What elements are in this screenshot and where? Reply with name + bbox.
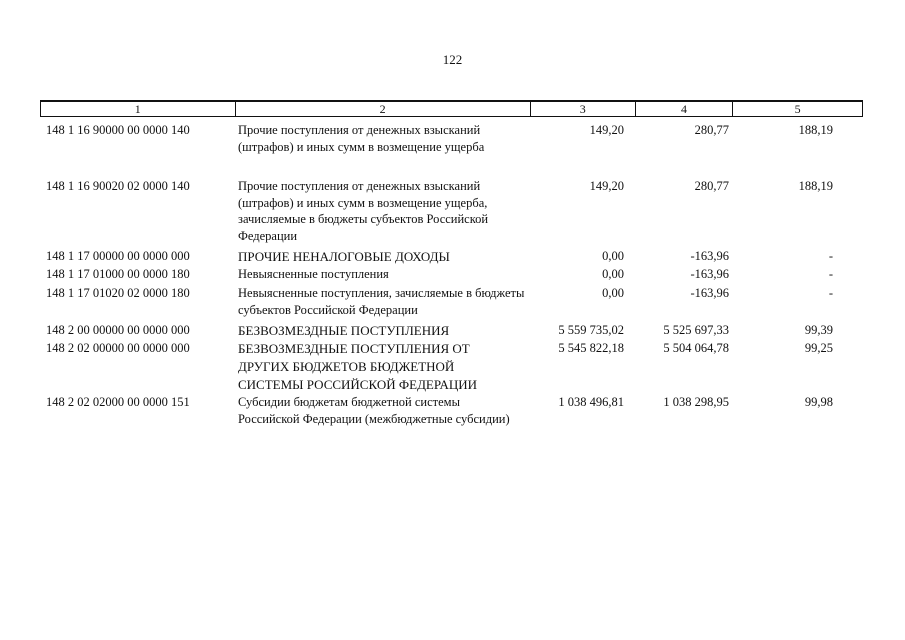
header-col-4: 4	[636, 102, 734, 116]
item-name: Прочие поступления от денежных взысканий (штрафов) и иных сумм в возмещение ущерба	[238, 123, 485, 154]
budget-code: 148 2 00 00000 00 0000 000	[46, 323, 190, 337]
value-col-3: 149,20	[589, 123, 624, 137]
item-name: Невыясненные поступления, зачисляемые в бюджеты субъектов Российской Федерации	[238, 286, 525, 317]
header-col-2: 2	[236, 102, 531, 116]
item-name: ПРОЧИЕ НЕНАЛОГОВЫЕ ДОХОДЫ	[238, 249, 450, 264]
value-col-3: 5 559 735,02	[558, 323, 624, 337]
item-name: Невыясненные поступления	[238, 267, 389, 281]
page-number: 122	[442, 52, 463, 67]
item-name: Субсидии бюджетам бюджетной системы Российской Федерации (межбюджетные субсидии)	[238, 395, 510, 426]
table-header	[40, 100, 863, 117]
value-col-3: 0,00	[602, 286, 624, 300]
value-col-3: 0,00	[602, 267, 624, 281]
value-col-3: 149,20	[589, 179, 624, 193]
budget-code: 148 2 02 02000 00 0000 151	[46, 395, 190, 409]
value-col-4: 1 038 298,95	[663, 395, 729, 409]
header-col-3: 3	[531, 102, 636, 116]
value-col-4: -163,96	[690, 286, 729, 300]
budget-code: 148 1 17 00000 00 0000 000	[46, 249, 190, 263]
value-col-4: 280,77	[694, 123, 729, 137]
value-col-5: 188,19	[798, 123, 833, 137]
value-col-5: 188,19	[798, 179, 833, 193]
item-name: БЕЗВОЗМЕЗДНЫЕ ПОСТУПЛЕНИЯ	[238, 323, 450, 338]
header-col-5: 5	[794, 102, 801, 116]
value-col-3: 0,00	[602, 249, 624, 263]
budget-code: 148 1 16 90020 02 0000 140	[46, 179, 190, 193]
item-name: БЕЗВОЗМЕЗДНЫЕ ПОСТУПЛЕНИЯ ОТ ДРУГИХ БЮДЖЕТОВ БЮДЖЕТНОЙ СИСТЕМЫ РОССИЙСКОЙ ФЕДЕРАЦИИ	[238, 341, 477, 392]
value-col-5: -	[828, 286, 833, 300]
item-name: Прочие поступления от денежных взысканий (штрафов) и иных сумм в возмещение ущерба, зачисляемые в бюджеты субъектов Российской Федерации	[238, 179, 489, 243]
budget-code: 148 2 02 00000 00 0000 000	[46, 341, 190, 355]
value-col-5: 99,25	[804, 341, 833, 355]
value-col-4: 5 504 064,78	[663, 341, 729, 355]
value-col-5: 99,98	[804, 395, 833, 409]
budget-code: 148 1 17 01020 02 0000 180	[46, 286, 190, 300]
value-col-5: -	[828, 267, 833, 281]
value-col-4: 280,77	[694, 179, 729, 193]
budget-code: 148 1 17 01000 00 0000 180	[46, 267, 190, 281]
value-col-3: 1 038 496,81	[558, 395, 624, 409]
value-col-5: 99,39	[804, 323, 833, 337]
header-col-1: 1	[41, 102, 236, 116]
value-col-4: -163,96	[690, 249, 729, 263]
value-col-5: -	[828, 249, 833, 263]
value-col-4: -163,96	[690, 267, 729, 281]
value-col-3: 5 545 822,18	[558, 341, 624, 355]
value-col-4: 5 525 697,33	[663, 323, 729, 337]
budget-code: 148 1 16 90000 00 0000 140	[46, 123, 190, 137]
